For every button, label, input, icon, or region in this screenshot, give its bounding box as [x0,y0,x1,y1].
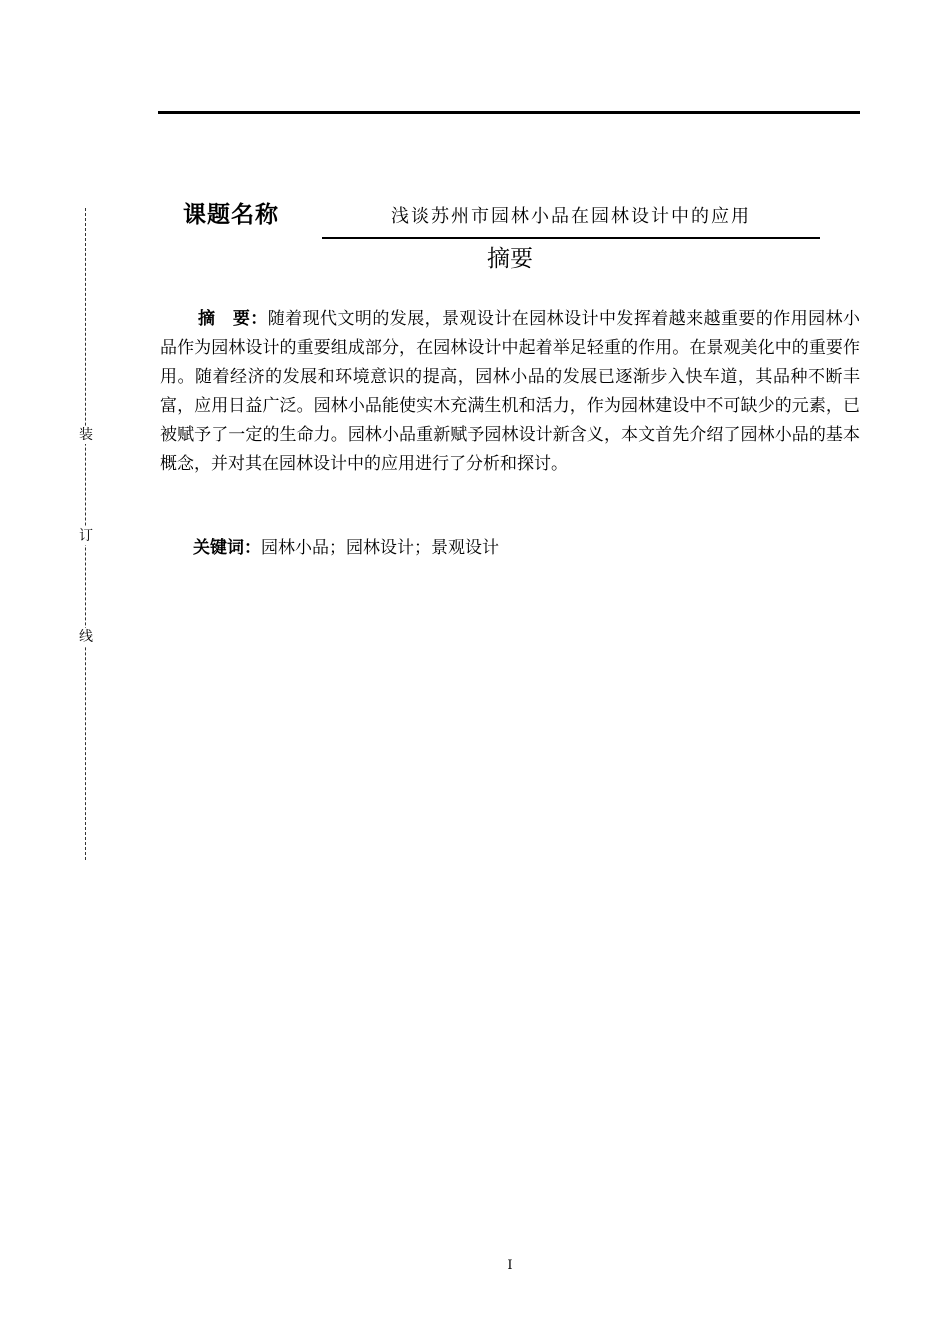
keywords-line [193,536,499,560]
header-rule [158,111,860,114]
abstract-heading: 摘要 [487,246,533,272]
topic-title: 浅谈苏州市园林小品在园林设计中的应用 [391,206,751,227]
binding-char-ding: 订 [79,528,93,544]
binding-char-xian: 线 [79,629,93,645]
binding-char-zhuang: 装 [79,427,93,443]
page-number: I [507,1258,513,1273]
abstract-text: 随着现代文明的发展，景观设计在园林设计中发挥着越来越重要的作用园林小品作为园林设计的重要组成部分，在园林设计中起着举足轻重的作用。在景观美化中的重要作用。随着经济的发展和环境意识的提高，园林小品的发展已逐渐步入快车道，其品种不断丰富，应用日益广泛。园林小品能使实木充满生机和活力，作为园林建设中不可缺少的元素，已被赋予了一定的生命力。园林小品重新赋予园林设计新含义，本文首先介绍了园林小品的基本概念，并对其在园林设计中的应用进行了分析和探讨。 [160,309,861,474]
title-underline [322,237,820,239]
keywords-label: 关键词： [193,538,261,558]
abstract-label: 摘 要： [198,309,268,329]
topic-label: 课题名称 [183,202,279,228]
abstract-paragraph [160,305,860,479]
keywords-text: 园林小品；园林设计；景观设计 [261,538,499,558]
